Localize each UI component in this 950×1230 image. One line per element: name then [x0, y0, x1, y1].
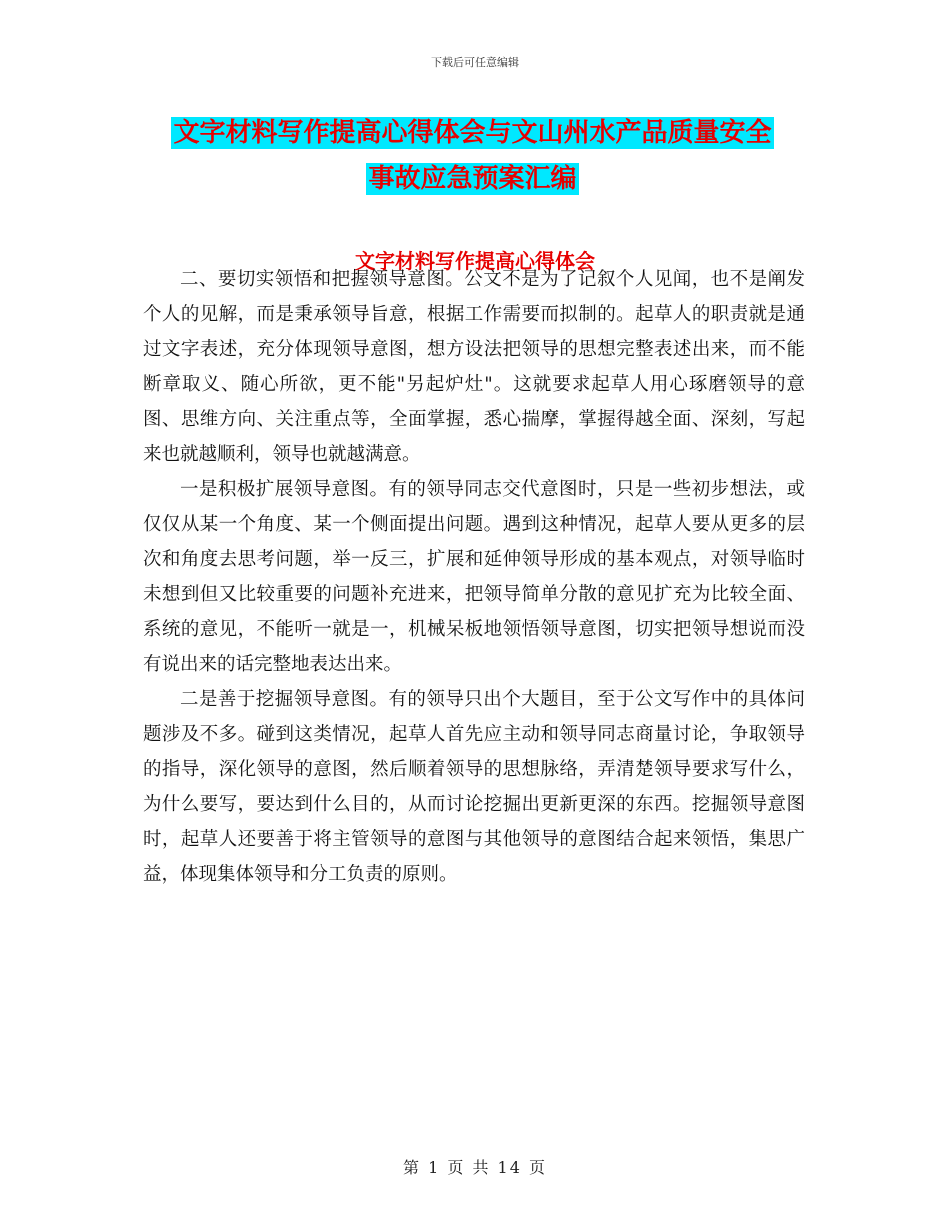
- section-title: 文字材料写作提高心得体会: [355, 249, 595, 273]
- title-line-2: [140, 156, 805, 202]
- page-footer: 第 1 页 共 14 页: [403, 1158, 547, 1177]
- body-text: [143, 262, 805, 892]
- title-line-1: [140, 110, 805, 156]
- header-note: 下载后可任意编辑: [431, 56, 519, 69]
- paragraph-1: 二、要切实领悟和把握领导意图。公文不是为了记叙个人见闻，也不是阐发个人的见解，而是秉承领导旨意，根据工作需要而拟制的。起草人的职责就是通过文字表述，充分体现领导意图，想方设法把领导的思想完整表述出来，而不能断章取义、随心所欲，更不能"另起炉灶"。这就要求起草人用心琢磨领导的意图、思维方向、关注重点等，全面掌握，悉心揣摩，掌握得越全面、深刻，写起来也就越顺利，领导也就越满意。: [143, 269, 805, 465]
- paragraph-2: 一是积极扩展领导意图。有的领导同志交代意图时，只是一些初步想法，或仅仅从某一个角度、某一个侧面提出问题。遇到这种情况，起草人要从更多的层次和角度去思考问题，举一反三，扩展和延伸领导形成的基本观点，对领导临时未想到但又比较重要的问题补充进来，把领导简单分散的意见扩充为比较全面、系统的意见，不能听一就是一，机械呆板地领悟领导意图，切实把领导想说而没有说出来的话完整地表达出来。: [143, 479, 805, 675]
- document-title: [140, 110, 805, 202]
- title-line-2-text: 事故应急预案汇编: [368, 164, 577, 194]
- paragraph-3: 二是善于挖掘领导意图。有的领导只出个大题目，至于公文写作中的具体问题涉及不多。碰到这类情况，起草人首先应主动和领导同志商量讨论，争取领导的指导，深化领导的意图，然后顺着领导的思想脉络，弄清楚领导要求写什么，为什么要写，要达到什么目的，从而讨论挖掘出更新更深的东西。挖掘领导意图时，起草人还要善于将主管领导的意图与其他领导的意图结合起来领悟，集思广益，体现集体领导和分工负责的原则。: [143, 689, 805, 885]
- title-line-1-text: 文字材料写作提高心得体会与文山州水产品质量安全: [173, 118, 772, 148]
